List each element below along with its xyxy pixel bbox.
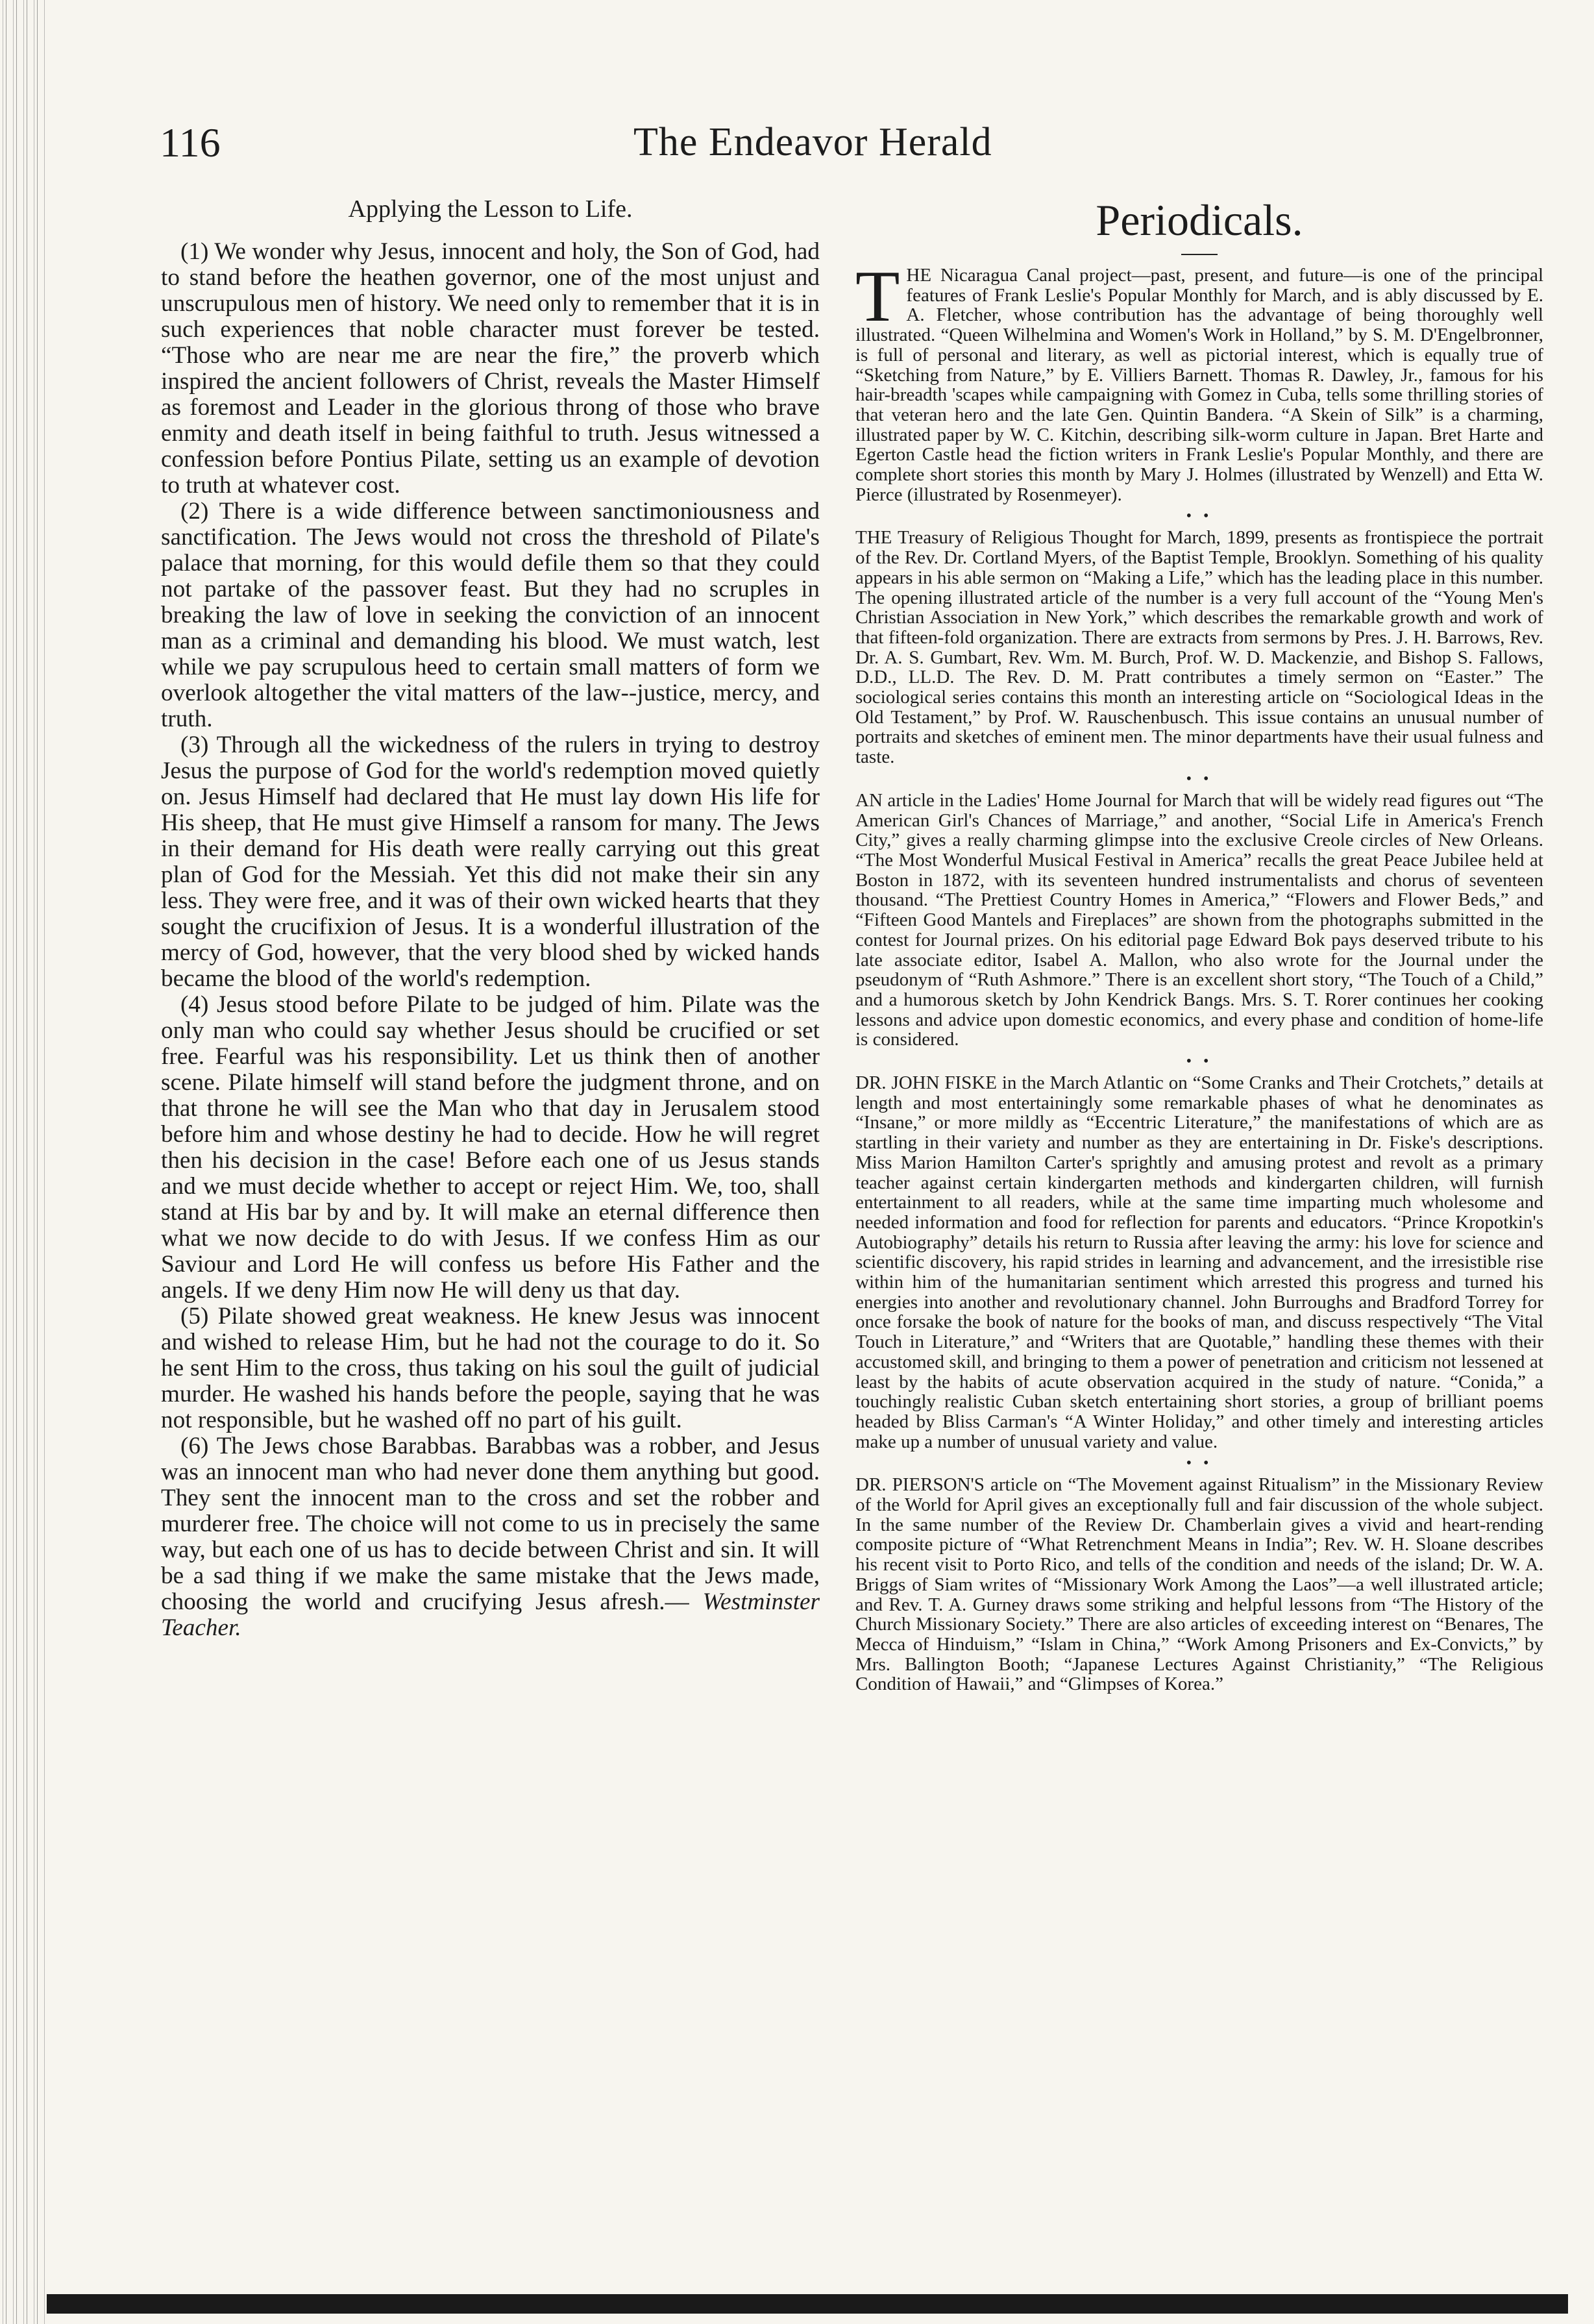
lesson-paragraph: (3) Through all the wickedness of the rulers in trying to destroy Jesus the purpose of God for the world's redemption moved quietly on. Jesus Himself had declared that He must lay down His life for His sheep, that He must give Himself a ransom for many. The Jews in their demand for His death were really carrying out this great plan of God for the Messiah. Yet this did not make their sin any less. They were free, and it was of their own wicked hearts that they sought the crucifixion of Jesus. It is a wonderful illustration of the mercy of God, however, that the very blood shed by wicked hands became the blood of the world's redemption. bbox=[161, 732, 820, 992]
periodicals-heading: Periodicals. bbox=[1096, 195, 1303, 245]
section-separator: • • bbox=[1186, 770, 1213, 787]
right-column bbox=[855, 195, 1543, 2233]
heading-rule bbox=[1181, 254, 1218, 255]
source-credit: Westminster Teacher. bbox=[161, 1588, 820, 1641]
page-binding-edge bbox=[0, 0, 47, 2324]
lesson-paragraph-text: (6) The Jews chose Barabbas. Barabbas was a robber, and Jesus was an innocent man who had never done them anything but good. They sent the innocent man to the cross and set the robber and murderer free. The choice will not come to us in precisely the same way, but each one of us has to decide between Christ and sin. It will be a sad thing if we make the same mistake that the Jews made, choosing the world and crucifying Jesus afresh.— bbox=[161, 1433, 820, 1615]
lesson-paragraph-final bbox=[161, 1433, 820, 1641]
periodical-review: DR. JOHN FISKE in the March Atlantic on “Some Cranks and Their Crotchets,” details at length and most entertainingly some remarkable phases of what he denominates as “Insane,” or more mildly as “Eccentric Literature,” the manifestations of which are as startling in their variety and number as they are entertaining in Dr. Fiske's descriptions. Miss Marion Hamilton Carter's sprightly and amusing protest and revolt as a primary teacher against certain kindergarten methods and kindergarten children, will furnish entertainment to all readers, while at the same time imparting much wholesome and needed information and food for reflection for parents and educators. “Prince Kropotkin's Autobiography” details his return to Russia after leaving the army: his love for science and scientific discovery, his rapid strides in learning and advancement, and the irresistible rise within him of the humanitarian sentiment which arrested this progress and turned his energies into another and revolutionary channel. John Burroughs and Bradford Torrey for once forsake the book of nature for the books of man, and discuss respectively “The Vital Touch in Literature,” and “Writers that are Quotable,” handling these themes with their accustomed skill, and bringing to them a power of penetration and criticism not lessened at least by the habits of acute observation acquired in the study of nature. “Conida,” a touchingly realistic Cuban sketch entertaining short stories, a group of brilliant poems headed by Bliss Carman's “A Winter Holiday,” and other timely and interesting articles make up a number of unusual variety and value. bbox=[855, 1072, 1543, 1452]
page-bottom-rule bbox=[47, 2294, 1568, 2314]
lesson-paragraph: (1) We wonder why Jesus, innocent and holy, the Son of God, had to stand before the heathen governor, one of the most unjust and unscrupulous men of history. We need only to remember that it is in such experiences that noble character must forever be tested. “Those who are near me are near the fire,” the proverb which inspired the ancient followers of Christ, reveals the Master Himself as foremost and Leader in the glorious throng of those who brave enmity and death itself in being faithful to truth. Jesus witnessed a confession before Pontius Pilate, setting us an example of devotion to truth at whatever cost. bbox=[161, 238, 820, 499]
running-title: The Endeavor Herald bbox=[633, 120, 992, 164]
section-separator: • • bbox=[1186, 508, 1213, 525]
lesson-paragraph: (4) Jesus stood before Pilate to be judged of him. Pilate was the only man who could say whether Jesus should be crucified or set free. Fearful was his responsibility. Let us think then of another scene. Pilate himself will stand before the judgment throne, and on that throne he will see the Man who that day in Jerusalem stood before him and whose destiny he had to decide. How he will regret then his decision in the case! Before each one of us Jesus stands and we must decide whether to accept or reject Him. We, too, shall stand at His bar by and by. It will make an eternal difference then what we now decide to do with Jesus. If we confess Him as our Saviour and Lord He will confess us before His Father and the angels. If we deny Him now He will deny us that day. bbox=[161, 991, 820, 1304]
section-separator: • • bbox=[1186, 1053, 1213, 1070]
lesson-paragraph: (5) Pilate showed great weakness. He knew Jesus was innocent and wished to release Him, but he had not the courage to do it. So he sent Him to the cross, thus taking on his soul the guilt of judicial murder. He washed his hands before the people, saying that he was not responsible, but he washed off no part of his guilt. bbox=[161, 1303, 820, 1433]
page-header bbox=[160, 119, 1055, 180]
lesson-heading: Applying the Lesson to Life. bbox=[348, 195, 633, 223]
periodical-review: THE Treasury of Religious Thought for March, 1899, presents as frontispiece the portrait of the Rev. Dr. Cortland Myers, of the Baptist Temple, Brooklyn. Something of his quality appears in his able sermon on “Making a Life,” which has the leading place in this number. The opening illustrated article of the number is a very full account of the “Young Men's Christian Association in New York,” which describes the remarkable growth and work of that fifteen-fold organization. There are extracts from sermons by Pres. J. H. Barrows, Rev. Dr. A. S. Gumbart, Rev. Wm. M. Burch, Prof. W. D. Mackenzie, and Bishop S. Fallows, D.D., LL.D. The Rev. D. M. Pratt contributes a timely sermon on “Easter.” The sociological series contains this month an interesting article on “Sociological Ideas in the Old Testament,” by Prof. W. Rauschenbusch. This issue contains an unusual number of portraits and sketches of eminent men. The minor departments have their usual fulness and taste. bbox=[855, 527, 1543, 768]
page-number: 116 bbox=[160, 119, 221, 166]
periodical-review: THE Nicaragua Canal project—past, present, and future—is one of the principal features of Frank Leslie's Popular Monthly for March, and is ably discussed by E. A. Fletcher, whose contribution has the advantage of being thoroughly well illustrated. “Queen Wilhelmina and Women's Work in Holland,” by S. M. D'Engelbronner, is full of personal and literary, as well as pictorial interest, which is equally true of “Sketching from Nature,” by E. Villiers Barnett. Thomas R. Dawley, Jr., famous for his hair-breadth 'scapes while campaigning with Gomez in Cuba, tells some thrilling stories of that veteran hero and the late Gen. Quintin Bandera. “A Skein of Silk” is a charming, illustrated paper by W. C. Kitchin, describing silk-worm culture in Japan. Bret Harte and Egerton Castle head the fiction writers in Frank Leslie's Popular Monthly, and there are complete short stories this month by Mary J. Holmes (illustrated by Wenzell) and Etta W. Pierce (illustrated by Rosenmeyer). bbox=[855, 256, 1543, 505]
section-separator: • • bbox=[1186, 1455, 1213, 1472]
left-column bbox=[161, 195, 820, 2233]
periodical-review: AN article in the Ladies' Home Journal for March that will be widely read figures out “The American Girl's Chances of Marriage,” and another, “Social Life in America's French City,” gives a really charming glimpse into the exclusive Creole circles of New Orleans. “The Most Wonderful Musical Festival in America” recalls the great Peace Jubilee held at Boston in 1872, with its seventeen hundred instrumentalists and chorus of seventeen thousand. “The Prettiest Country Homes in America,” “Flowers and Flower Beds,” and “Fifteen Good Mantels and Fireplaces” are shown from the photographs submitted in the contest for Journal prizes. On his editorial page Edward Bok pays deserved tribute to his late associate editor, Isabel A. Mallon, who also wrote for the Journal under the pseudonym of “Ruth Ashmore.” There is an excellent short story, “The Touch of a Child,” and a humorous sketch by John Kendrick Bangs. Mrs. S. T. Rorer continues her cooking lessons and advice upon domestic economics, and every phase and condition of home-life is considered. bbox=[855, 789, 1543, 1050]
periodical-review: DR. PIERSON'S article on “The Movement against Ritualism” in the Missionary Review of the World for April gives an exceptionally full and fair discussion of the whole subject. In the same number of the Review Dr. Chamberlain gives a vivid and heart-rending composite picture of “What Retrenchment Means in India”; Rev. W. H. Sloane describes his recent visit to Porto Rico, and tells of the condition and needs of the island; Dr. W. A. Briggs of Siam writes of “Missionary Work Among the Laos”—a well illustrated article; and Rev. T. A. Gurney draws some striking and helpful lessons from “The History of the Church Missionary Society.” There are also articles of exceeding interest on “Benares, The Mecca of Hinduism,” “Islam in China,” “Work Among Prisoners and Ex-Convicts,” by Mrs. Ballington Booth; “Japanese Lectures Against Christianity,” “The Religious Condition of Hawaii,” and “Glimpses of Korea.” bbox=[855, 1474, 1543, 1695]
lesson-paragraph: (2) There is a wide difference between sanctimoniousness and sanctification. The Jews would not cross the threshold of Pilate's palace that morning, for this would defile them so that they could not partake of the passover feast. But they had no scruples in breaking the law of love in seeking the conviction of an innocent man as a criminal and demanding his blood. We must watch, lest while we pay scrupulous heed to certain small matters of form we overlook altogether the vital matters of the law--justice, mercy, and truth. bbox=[161, 498, 820, 732]
